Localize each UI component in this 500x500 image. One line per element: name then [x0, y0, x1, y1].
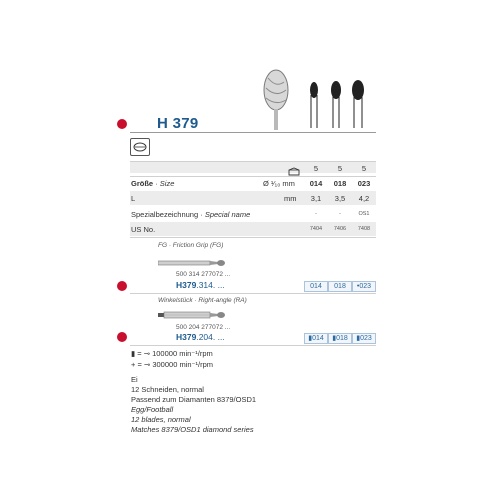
fg-ref-number: 500 314 277072 ...: [176, 271, 231, 278]
special-name-de: Spezialbezeichnung: [131, 210, 199, 219]
fg-order-code: [176, 280, 225, 290]
length-value-3: 4,2: [358, 194, 370, 203]
fg-code-main: H379: [176, 280, 197, 290]
speed-icon: ⊸: [143, 360, 151, 369]
legend-marker-1: ▮: [131, 349, 136, 358]
ra-size-014: ▮014: [304, 333, 328, 344]
size-unit: Ø ¹⁄₁₀ mm: [263, 179, 295, 188]
product-title: H 379: [157, 115, 199, 132]
ra-red-dot: [117, 332, 127, 342]
length-unit: mm: [284, 194, 297, 203]
description-block: [131, 375, 256, 435]
size-value-023: 023: [357, 179, 371, 188]
pack-value-3: 5: [361, 164, 367, 173]
fg-red-dot: [117, 281, 127, 291]
fg-size-018: 018: [328, 281, 352, 292]
desc-en-2: 12 blades, normal: [131, 415, 191, 424]
legend-text-2: 300000 min⁻¹/rpm: [152, 360, 213, 369]
us-no-value-3: 7408: [357, 226, 371, 232]
bur-shape-icon: [130, 138, 150, 156]
diamond-outline-018: [331, 81, 341, 128]
desc-de-1: Ei: [131, 375, 138, 384]
special-value-1: -: [315, 211, 317, 217]
desc-en-1: Egg/Football: [131, 405, 174, 414]
special-name-label: Spezialbezeichnung · Special name: [131, 210, 251, 219]
size-value-014: 014: [309, 179, 323, 188]
ra-size-018: ▮018: [328, 333, 352, 344]
us-no-value-2: 7406: [333, 226, 347, 232]
fg-code-suffix: .314. ...: [196, 280, 225, 290]
table-row-size-label: Größe · Size: [131, 179, 175, 188]
ra-caption: Winkelstück · Right-angle (RA): [158, 297, 247, 304]
special-value-2: -: [339, 211, 341, 217]
fg-size-023: •023: [352, 281, 376, 292]
diamond-outline-014: [310, 82, 318, 128]
egg-bur-image: [264, 70, 288, 130]
ra-code-suffix: .204. ...: [196, 332, 225, 342]
pack-value-1: 5: [313, 164, 319, 173]
special-name-en: Special name: [204, 210, 251, 219]
product-images: [258, 68, 368, 130]
pack-value-2: 5: [337, 164, 343, 173]
legend-text-1: 100000 min⁻¹/rpm: [152, 349, 213, 358]
us-no-label: US No.: [131, 225, 156, 234]
ra-divider: [130, 345, 376, 346]
ra-order-code: [176, 332, 225, 342]
title-divider: [130, 132, 376, 133]
special-value-3: OS1: [358, 211, 370, 217]
table-bottom-line: [130, 237, 376, 238]
ra-ref-number: 500 204 277072 ...: [176, 324, 231, 331]
size-label-en: Size: [159, 179, 175, 188]
legend-row-2: + = ⊸ 300000 min⁻¹/rpm: [131, 360, 213, 369]
desc-de-2: 12 Schneiden, normal: [131, 385, 204, 394]
ra-code-main: H379: [176, 332, 197, 342]
size-label-de: Größe: [131, 179, 154, 188]
speed-icon: ⊸: [143, 349, 150, 358]
table-line: [130, 176, 376, 177]
length-label: L: [131, 194, 136, 203]
size-value-018: 018: [333, 179, 347, 188]
fg-caption: FG · Friction Grip (FG): [158, 242, 224, 249]
legend-row-1: ▮ = ⊸ 100000 min⁻¹/rpm: [131, 349, 213, 358]
length-value-2: 3,5: [334, 194, 346, 203]
fg-divider: [130, 293, 376, 294]
legend-marker-2: +: [131, 360, 136, 369]
diamond-outline-023: [352, 80, 364, 128]
desc-en-3: Matches 8379/OSD1 diamond series: [131, 425, 254, 434]
us-no-value-1: 7404: [309, 226, 323, 232]
desc-de-3: Passend zum Diamanten 8379/OSD1: [131, 395, 257, 404]
fg-size-014: 014: [304, 281, 328, 292]
length-value-1: 3,1: [310, 194, 322, 203]
ra-size-023: ▮023: [352, 333, 376, 344]
title-red-dot: [117, 119, 127, 129]
